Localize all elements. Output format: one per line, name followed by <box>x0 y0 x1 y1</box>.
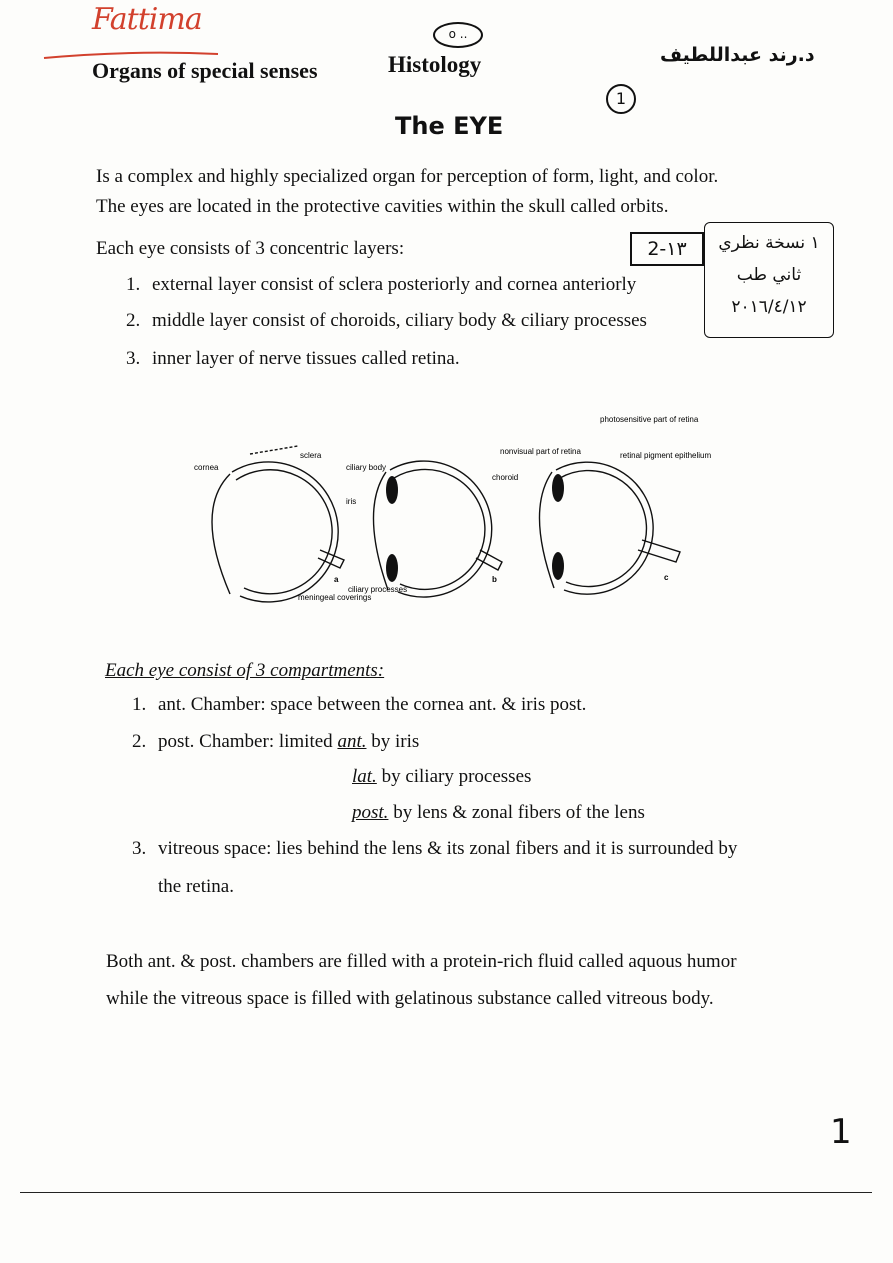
list-item <box>126 274 636 296</box>
stamp-line: ثاني طب <box>736 265 802 285</box>
label-b: b <box>492 575 497 584</box>
stamp-line: ٢٠١٦/٤/١٢ <box>731 297 807 317</box>
label-photosensitive-retina: photosensitive part of retina <box>600 415 699 424</box>
label-ciliary-body: ciliary body <box>346 463 387 472</box>
lat-label: lat. <box>352 766 377 787</box>
compartments-heading: Each eye consist of 3 compartments: <box>105 660 385 681</box>
list-text: middle layer consist of choroids, ciliary body & ciliary processes <box>152 310 647 331</box>
list-number: 2. <box>126 310 141 331</box>
list-item <box>132 694 586 716</box>
course-badge: o .. <box>433 22 483 48</box>
intro-line: The eyes are located in the protective cavities within the skull called orbits. <box>96 196 669 217</box>
intro-line: Is a complex and highly specialized organ for perception of form, light, and color. <box>96 166 719 187</box>
eye-layers-figure <box>180 400 720 620</box>
list-text: by ciliary processes <box>381 766 532 787</box>
label-choroid: choroid <box>492 473 519 482</box>
list-text: external layer consist of sclera posteriorly and cornea anteriorly <box>152 274 637 295</box>
list-subline <box>158 876 234 898</box>
list-text: ant. Chamber: space between the cornea ant. & iris post. <box>158 694 587 715</box>
list-number: 3. <box>132 838 147 859</box>
post-label: post. <box>352 802 389 823</box>
list-text: post. Chamber: limited <box>158 731 333 752</box>
label-cornea: cornea <box>194 463 219 472</box>
list-text: by lens & zonal fibers of the lens <box>393 802 645 823</box>
list-item <box>126 348 460 370</box>
list-subline <box>352 802 645 824</box>
label-pigment-epithelium: retinal pigment epithelium <box>620 451 712 460</box>
list-number: 3. <box>126 348 141 369</box>
label-nonvisual-retina: nonvisual part of retina <box>500 447 581 456</box>
list-subline <box>352 766 531 788</box>
page-marker: 1 <box>606 84 636 114</box>
list-number: 1. <box>126 274 141 295</box>
summary-line: Both ant. & post. chambers are filled with a protein-rich fluid called aquous humor <box>106 951 737 972</box>
page-title: The EYE <box>395 112 504 140</box>
list-item <box>132 838 737 860</box>
course-heading: Histology <box>388 52 482 77</box>
intro-paragraph <box>96 162 816 222</box>
label-sclera: sclera <box>300 451 322 460</box>
layers-heading: Each eye consists of 3 concentric layers: <box>96 238 405 259</box>
list-text: inner layer of nerve tissues called retina. <box>152 348 460 369</box>
footer-divider <box>20 1192 872 1193</box>
label-iris: iris <box>346 497 357 506</box>
summary-paragraph <box>106 943 826 1017</box>
list-item <box>126 310 647 332</box>
subject-heading: Organs of special senses <box>92 58 318 83</box>
list-text: by iris <box>371 731 420 752</box>
page-number: 1 <box>830 1112 852 1152</box>
list-item <box>132 731 419 753</box>
list-text: the retina. <box>158 876 234 897</box>
author-name: د.رند عبداللطيف <box>660 44 815 66</box>
list-number: 1. <box>132 694 147 715</box>
eye-diagram-a <box>212 446 344 602</box>
label-c: c <box>664 573 669 582</box>
list-text: vitreous space: lies behind the lens & its zonal fibers and it is surrounded by <box>158 838 738 859</box>
stamp-note <box>704 222 834 338</box>
label-ciliary-processes: ciliary processes <box>348 585 408 594</box>
ant-label: ant. <box>337 731 367 752</box>
stamp-code-box: 2-١٣ <box>630 232 704 266</box>
label-meningeal: meningeal coverings <box>298 593 372 602</box>
label-a: a <box>334 575 339 584</box>
handwritten-signature: Fattima <box>92 2 202 37</box>
stamp-line: ١ نسخة نظري <box>718 233 820 253</box>
list-number: 2. <box>132 731 147 752</box>
summary-line: while the vitreous space is filled with gelatinous substance called vitreous body. <box>106 988 714 1009</box>
